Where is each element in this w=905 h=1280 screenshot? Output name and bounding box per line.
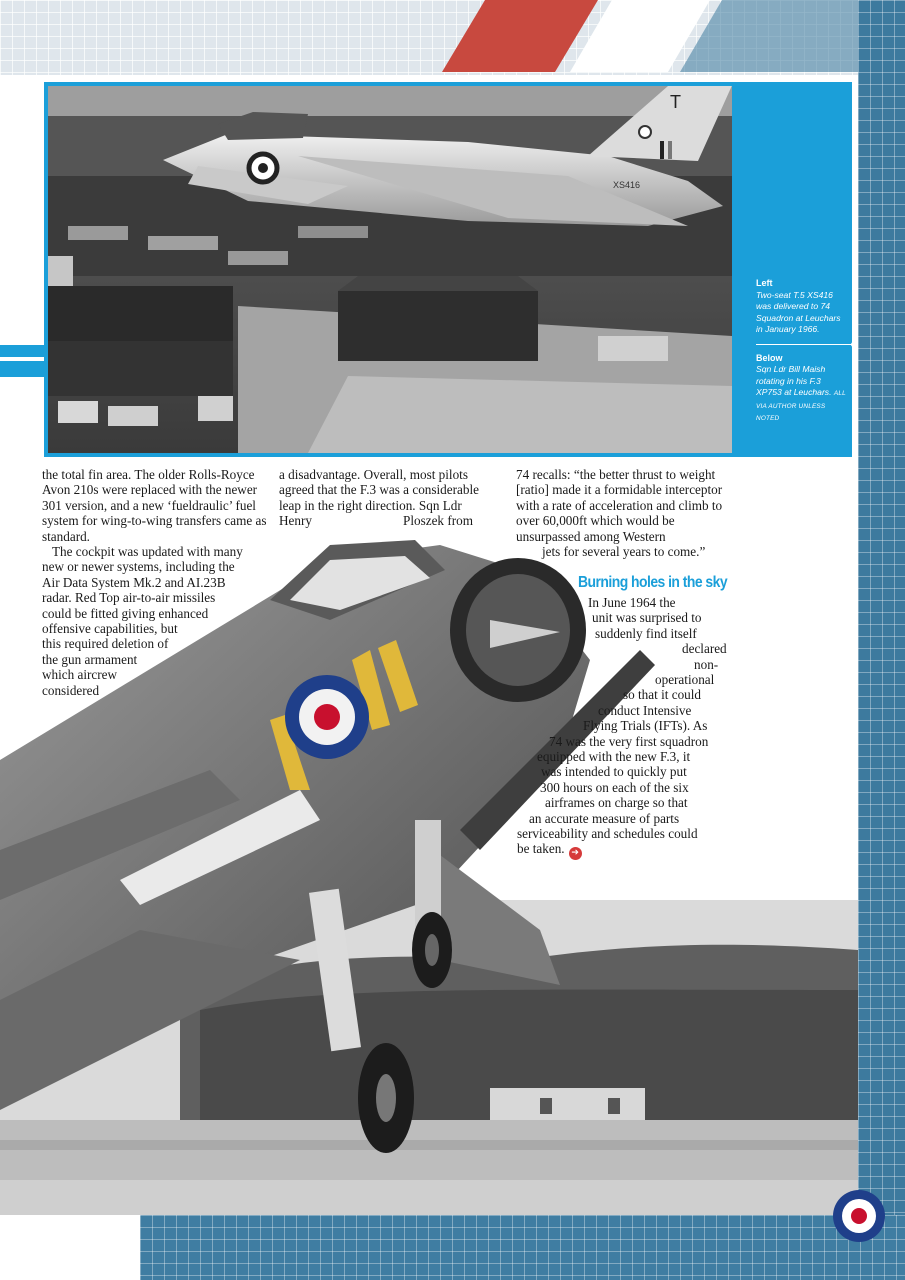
- arrow-right-icon: ➔: [569, 847, 582, 860]
- article-line: 300 hours on each of the six: [540, 779, 689, 795]
- article-paragraph-line: offensive capabilities, but: [42, 621, 178, 637]
- article-line: [517, 841, 582, 860]
- raf-roundel-icon: [832, 1189, 886, 1243]
- caption-divider: [756, 344, 854, 345]
- article-paragraph-line: considered: [42, 682, 100, 698]
- article-line: an accurate measure of parts: [529, 810, 680, 826]
- article-paragraph-line: agreed that the F.3 was a considerable: [279, 482, 479, 498]
- article-line: airframes on charge so that: [545, 795, 688, 811]
- article-line: declared: [682, 641, 727, 657]
- article-paragraph-line: could be fitted giving enhanced: [42, 605, 209, 621]
- article-paragraph: 74 recalls: “the better thrust to weight [ratio] made it a formidable interceptor with a rate of acceleration and climb to over 60,000ft which would be unsurpassed among Western: [516, 467, 723, 544]
- section-heading: Burning holes in the sky: [578, 574, 728, 591]
- article-line: non-: [694, 656, 719, 672]
- caption-below-text: [756, 364, 848, 425]
- article-line: In June 1964 the: [588, 595, 676, 610]
- caption-below-body: Sqn Ldr Bill Maish rotating in his F.3 XP753 at Leuchars.: [756, 364, 832, 397]
- tail-letter: T: [670, 92, 681, 112]
- aerial-photo-t5-xs416: [48, 86, 732, 453]
- article-paragraph-line: Air Data System Mk.2 and AI.23B: [42, 574, 226, 590]
- article-line: Flying Trials (IFTs). As: [583, 718, 708, 734]
- diagonal-stripes-decoration: [0, 0, 905, 80]
- right-grid-background: [858, 0, 905, 1280]
- article-line: suddenly find itself: [595, 625, 697, 641]
- article-paragraph-line: [279, 513, 499, 528]
- bottom-grid-background: [140, 1215, 905, 1280]
- aircraft-serial: XS416: [613, 180, 641, 190]
- article-word: Henry: [279, 513, 312, 529]
- article-column-3: [516, 467, 738, 559]
- article-line: was intended to quickly put: [541, 764, 687, 780]
- article-paragraph-line: a disadvantage. Overall, most pilots: [279, 467, 468, 482]
- article-paragraph-line: radar. Red Top air-to-air missiles: [42, 590, 216, 606]
- photo-credit: ALL VIA AUTHOR UNLESS NOTED: [756, 390, 846, 422]
- article-paragraph-line: new or newer systems, including the: [42, 559, 235, 575]
- left-accent-bar: [0, 345, 44, 377]
- article-line: so that it could: [623, 687, 702, 703]
- article-line: equipped with the new F.3, it: [537, 749, 691, 764]
- article-paragraph-line: The cockpit was updated with many: [52, 544, 243, 560]
- article-paragraph-line: leap in the right direction. Sqn Ldr: [279, 497, 462, 513]
- photo-caption: [756, 278, 848, 425]
- caption-below-heading: Below: [756, 352, 783, 363]
- article-line: operational: [655, 672, 715, 687]
- article-line: unit was surprised to: [592, 610, 702, 626]
- article-column-1: [42, 467, 267, 698]
- caption-left-text: Two-seat T.5 XS416 was delivered to 74 Squadron at Leuchars in January 1966.: [756, 289, 841, 334]
- caption-left-heading: Left: [756, 278, 773, 288]
- article-column-2: [279, 467, 499, 529]
- article-paragraph-line: the gun armament: [42, 651, 138, 667]
- article-paragraph-line: jets for several years to come.”: [542, 544, 706, 560]
- article-paragraph: the total fin area. The older Rolls-Royce Avon 210s were replaced with the newer 301 version, and a new ‘fueldraulic’ fuel system for wing-to-wing transfers came as standard.: [42, 467, 267, 544]
- top-photo-panel: [44, 82, 852, 457]
- article-line: conduct Intensive: [598, 702, 692, 718]
- article-paragraph-line: which aircrew: [42, 667, 118, 683]
- left-accent-line: [0, 357, 44, 361]
- article-last-words: be taken.: [517, 841, 565, 857]
- article-line: serviceability and schedules could: [517, 826, 698, 841]
- article-paragraph-line: this required deletion of: [42, 636, 169, 652]
- article-word: Ploszek from: [403, 513, 473, 529]
- article-line: 74 was the very first squadron: [549, 733, 709, 749]
